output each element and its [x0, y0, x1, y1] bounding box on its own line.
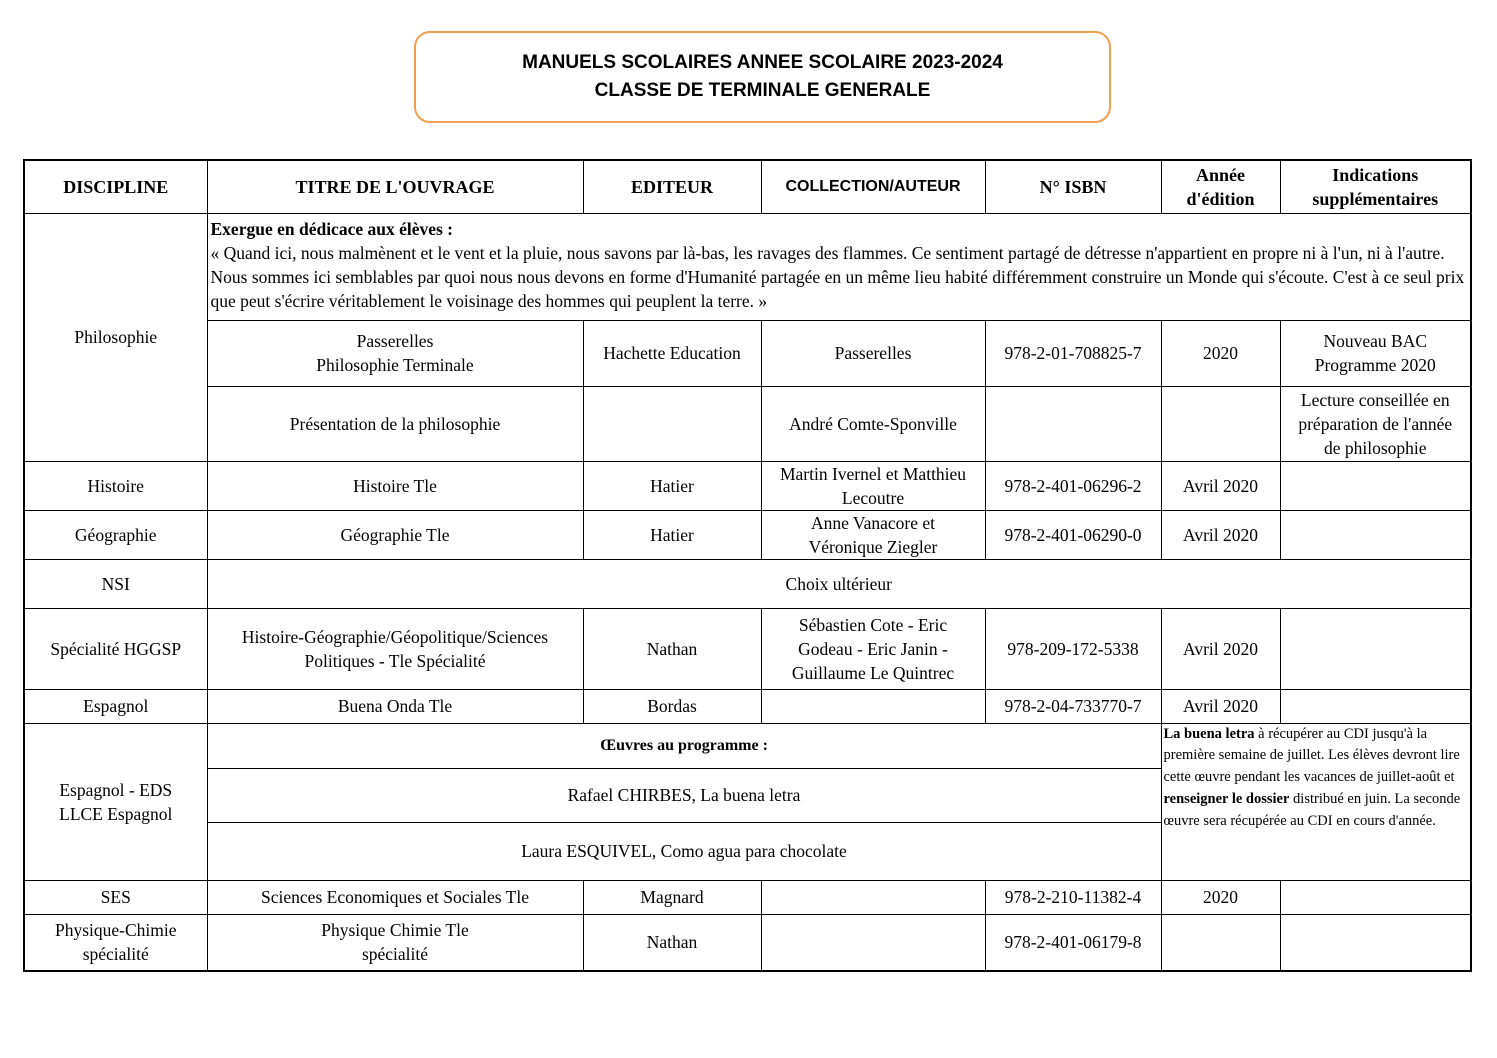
oeuvre-cell: Laura ESQUIVEL, Como agua para chocolate [207, 822, 1161, 880]
discipline-cell: Histoire [24, 461, 207, 510]
collection-line-2: Véronique Ziegler [808, 536, 938, 557]
header-isbn: N° ISBN [985, 160, 1161, 213]
collection-line-1: Martin Ivernel et Matthieu [779, 463, 967, 484]
annee-cell: Avril 2020 [1161, 510, 1280, 559]
isbn-cell: 978-2-04-733770-7 [985, 689, 1161, 723]
table-row [24, 386, 1471, 461]
annee-cell [1161, 386, 1280, 461]
indications-cell [1280, 461, 1471, 510]
choix-cell: Choix ultérieur [207, 559, 1471, 608]
header-indications-line-2: supplémentaires [1312, 188, 1439, 209]
isbn-cell: 978-2-01-708825-7 [985, 320, 1161, 386]
discipline-line-1: Espagnol - EDS [59, 779, 173, 800]
titre-cell: Présentation de la philosophie [207, 386, 583, 461]
table-row [24, 461, 1471, 510]
header-indications-line-1: Indications [1332, 164, 1419, 185]
table-row [24, 213, 1471, 320]
collection-cell [761, 914, 985, 971]
note-text-2: distribué en juin. La seconde œuvre sera récupérée au CDI en cours d'année. [1163, 790, 1461, 829]
indications-cell [1280, 510, 1471, 559]
discipline-line-1: Physique-Chimie [54, 920, 177, 941]
espagnol-note-cell [1161, 723, 1471, 880]
table-row [24, 608, 1471, 689]
header-annee-line-1: Année [1196, 164, 1245, 185]
discipline-cell: Géographie [24, 510, 207, 559]
titre-line-1: Histoire-Géographie/Géopolitique/Sciences [241, 626, 549, 647]
titre-cell [207, 320, 583, 386]
titre-cell: Géographie Tle [207, 510, 583, 559]
titre-line-2: spécialité [361, 944, 429, 965]
titre-cell [207, 608, 583, 689]
note-bold-1: La buena letra [1163, 725, 1255, 742]
document-title-box [414, 31, 1111, 123]
table-row [24, 880, 1471, 914]
discipline-cell: Philosophie [24, 213, 207, 461]
discipline-line-2: LLCE Espagnol [59, 803, 173, 824]
indications-cell [1280, 320, 1471, 386]
table-row [24, 320, 1471, 386]
exergue-cell [207, 213, 1471, 320]
table-row [24, 723, 1471, 768]
indications-line-2: Programme 2020 [1314, 355, 1436, 375]
indications-cell [1280, 689, 1471, 723]
titre-line-2: Philosophie Terminale [316, 355, 474, 375]
header-indications [1280, 160, 1471, 213]
editeur-cell: Nathan [583, 914, 761, 971]
indications-cell [1280, 914, 1471, 971]
isbn-cell: 978-2-401-06290-0 [985, 510, 1161, 559]
header-titre: TITRE DE L'OUVRAGE [207, 160, 583, 213]
titre-cell: Buena Onda Tle [207, 689, 583, 723]
collection-line-1: Sébastien Cote - Eric [798, 614, 948, 635]
titre-cell: Histoire Tle [207, 461, 583, 510]
editeur-cell: Hatier [583, 510, 761, 559]
table-row [24, 559, 1471, 608]
collection-cell [761, 461, 985, 510]
collection-cell [761, 689, 985, 723]
annee-cell: Avril 2020 [1161, 608, 1280, 689]
isbn-cell: 978-209-172-5338 [985, 608, 1161, 689]
note-bold-2: renseigner le dossier [1163, 790, 1290, 807]
collection-line-3: Guillaume Le Quintrec [791, 662, 955, 683]
indications-cell [1280, 880, 1471, 914]
header-row [24, 160, 1471, 213]
header-discipline: DISCIPLINE [24, 160, 207, 213]
isbn-cell: 978-2-401-06179-8 [985, 914, 1161, 971]
editeur-cell: Hachette Education [583, 320, 761, 386]
isbn-cell: 978-2-210-11382-4 [985, 880, 1161, 914]
annee-cell [1161, 914, 1280, 971]
indications-line-1: Lecture conseillée en [1300, 389, 1450, 410]
editeur-cell: Magnard [583, 880, 761, 914]
discipline-cell: Espagnol [24, 689, 207, 723]
indications-line-2: préparation de l'année [1298, 413, 1453, 434]
titre-line-1: Physique Chimie Tle [321, 920, 469, 941]
note-text-1: à récupérer au CDI jusqu'à la première semaine de juillet. Les élèves devront lire cette œuvre pendant les vacances de juillet-août et [1163, 725, 1460, 786]
discipline-line-2: spécialité [82, 944, 149, 965]
annee-cell: Avril 2020 [1161, 689, 1280, 723]
exergue-title: Exergue en dédicace aux élèves : [210, 218, 454, 239]
annee-cell: Avril 2020 [1161, 461, 1280, 510]
document-title-line-1: MANUELS SCOLAIRES ANNEE SCOLAIRE 2023-2024 [522, 52, 1003, 73]
table-row [24, 914, 1471, 971]
isbn-cell: 978-2-401-06296-2 [985, 461, 1161, 510]
indications-cell [1280, 608, 1471, 689]
annee-cell: 2020 [1161, 320, 1280, 386]
titre-cell: Sciences Economiques et Sociales Tle [207, 880, 583, 914]
titre-cell [207, 914, 583, 971]
collection-line-2: Lecoutre [841, 487, 905, 508]
indications-cell [1280, 386, 1471, 461]
annee-cell: 2020 [1161, 880, 1280, 914]
editeur-cell: Nathan [583, 608, 761, 689]
table-row [24, 510, 1471, 559]
collection-cell [761, 880, 985, 914]
titre-line-2: Politiques - Tle Spécialité [304, 650, 486, 671]
oeuvre-cell: Rafael CHIRBES, La buena letra [207, 768, 1161, 822]
isbn-cell [985, 386, 1161, 461]
editeur-cell: Hatier [583, 461, 761, 510]
header-annee-line-2: d'édition [1186, 188, 1255, 209]
collection-cell: André Comte-Sponville [761, 386, 985, 461]
header-collection: COLLECTION/AUTEUR [761, 160, 985, 213]
collection-cell [761, 608, 985, 689]
header-annee [1161, 160, 1280, 213]
exergue-text: « Quand ici, nous malmènent et le vent et la pluie, nous savons par là-bas, les ravages des flammes. Ce sentiment partagé de détresse n'appartient en propre ni à l'un, ni à l'autre. Nous sommes ici semblables par quoi nous nous devons en forme d'Humanité partagée en un même lieu habité différemment construire un Monde qui s'écoute. C'est à ce seul prix que peut s'écrire véritablement le voisinage des hommes qui peuplent la terre. » [210, 242, 1465, 311]
indications-line-3: de philosophie [1323, 437, 1427, 458]
editeur-cell: Bordas [583, 689, 761, 723]
header-editeur: EDITEUR [583, 160, 761, 213]
collection-line-1: Anne Vanacore et [810, 512, 936, 533]
textbook-table [23, 159, 1472, 972]
collection-line-2: Godeau - Eric Janin - [798, 638, 948, 659]
oeuvres-title-cell: Œuvres au programme : [207, 723, 1161, 768]
discipline-cell: SES [24, 880, 207, 914]
titre-line-1: Passerelles [356, 331, 434, 351]
collection-cell: Passerelles [761, 320, 985, 386]
discipline-cell [24, 914, 207, 971]
discipline-cell: Spécialité HGGSP [24, 608, 207, 689]
discipline-cell: NSI [24, 559, 207, 608]
editeur-cell [583, 386, 761, 461]
indications-line-1: Nouveau BAC [1323, 331, 1428, 351]
table-row [24, 689, 1471, 723]
collection-cell [761, 510, 985, 559]
document-title-line-2: CLASSE DE TERMINALE GENERALE [594, 80, 931, 101]
discipline-cell [24, 723, 207, 880]
